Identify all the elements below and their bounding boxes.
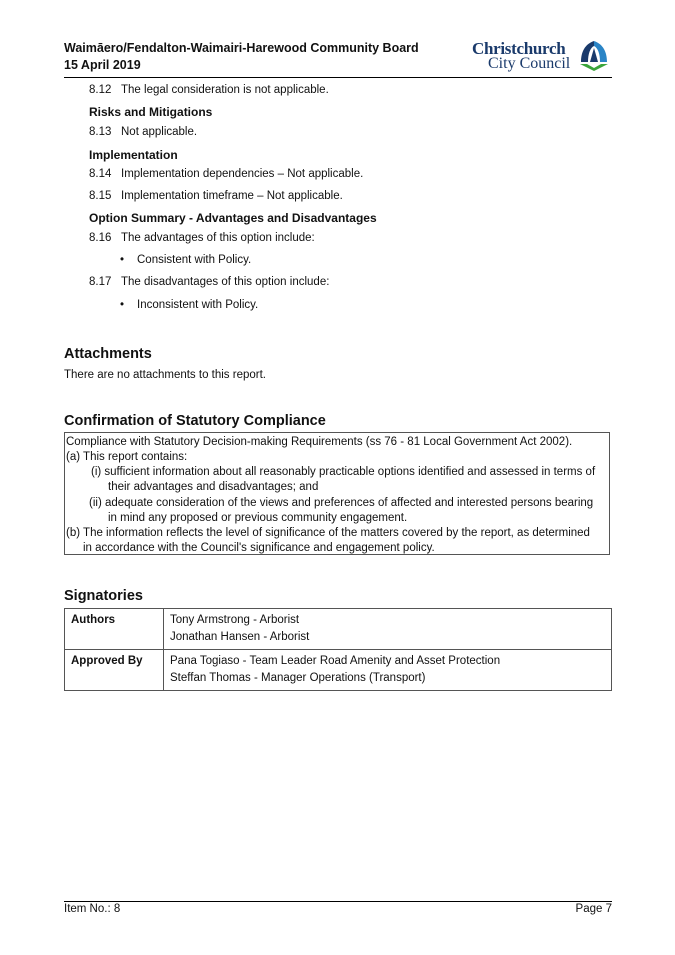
compliance-line: (ii) adequate consideration of the views and preferences of affected and interested persons bearing (89, 497, 594, 509)
logo-line1: Christchurch (472, 39, 566, 58)
compliance-line: (i) sufficient information about all reasonably practicable options identified and assessed in terms of (91, 466, 596, 478)
option-summary-heading: Option Summary - Advantages and Disadvantages (89, 211, 377, 225)
footer-rule (64, 901, 612, 902)
cathedral-icon (577, 40, 611, 72)
risks-heading: Risks and Mitigations (89, 105, 213, 119)
item-number: Item No.: 8 (64, 903, 121, 915)
signatory-name: Steffan Thomas - Manager Operations (Transport) (170, 672, 426, 684)
paragraph-8-16: 8.16 The advantages of this option include: (89, 232, 315, 244)
logo-line2: City Council (488, 55, 571, 72)
implementation-heading: Implementation (89, 148, 178, 162)
bullet-icon: • (120, 299, 125, 311)
names-cell (164, 609, 612, 650)
compliance-heading: Confirmation of Statutory Compliance (64, 413, 326, 429)
role-cell: Approved By (65, 650, 164, 691)
compliance-line: (b) The information reflects the level of significance of the matters covered by the report, as determined (66, 527, 590, 539)
signatory-name: Tony Armstrong - Arborist (170, 614, 300, 626)
council-logo (472, 40, 612, 74)
page-number: Page 7 (575, 903, 612, 915)
paragraph-8-12: 8.12 The legal consideration is not applicable. (89, 84, 329, 96)
signatories-table (64, 608, 612, 691)
compliance-line: their advantages and disadvantages; and (108, 481, 319, 493)
paragraph-8-17: 8.17 The disadvantages of this option include: (89, 276, 330, 288)
compliance-line: Compliance with Statutory Decision-making Requirements (ss 76 - 81 Local Government Act 2002). (66, 436, 573, 448)
compliance-line: in accordance with the Council's significance and engagement policy. (83, 542, 435, 554)
compliance-line: in mind any proposed or previous community engagement. (108, 512, 408, 524)
paragraph-8-15: 8.15 Implementation timeframe – Not applicable. (89, 190, 343, 202)
disadvantage-bullet: • Inconsistent with Policy. (120, 299, 259, 311)
signatory-name: Pana Togiaso - Team Leader Road Amenity and Asset Protection (170, 655, 501, 667)
names-cell (164, 650, 612, 691)
role-cell: Authors (65, 609, 164, 650)
meeting-date: 15 April 2019 (64, 58, 141, 72)
board-name: Waimāero/Fendalton-Waimairi-Harewood Community Board (64, 41, 419, 55)
compliance-line: (a) This report contains: (66, 451, 188, 463)
attachments-text: There are no attachments to this report. (64, 369, 266, 381)
compliance-box (64, 432, 610, 555)
paragraph-8-14: 8.14 Implementation dependencies – Not applicable. (89, 168, 364, 180)
table-row (65, 609, 612, 650)
signatory-name: Jonathan Hansen - Arborist (170, 631, 310, 643)
advantage-bullet: • Consistent with Policy. (120, 254, 252, 266)
signatories-heading: Signatories (64, 588, 143, 604)
paragraph-8-13: 8.13 Not applicable. (89, 126, 198, 138)
header-rule (64, 77, 612, 78)
table-row (65, 650, 612, 691)
bullet-icon: • (120, 254, 125, 266)
attachments-heading: Attachments (64, 346, 152, 362)
